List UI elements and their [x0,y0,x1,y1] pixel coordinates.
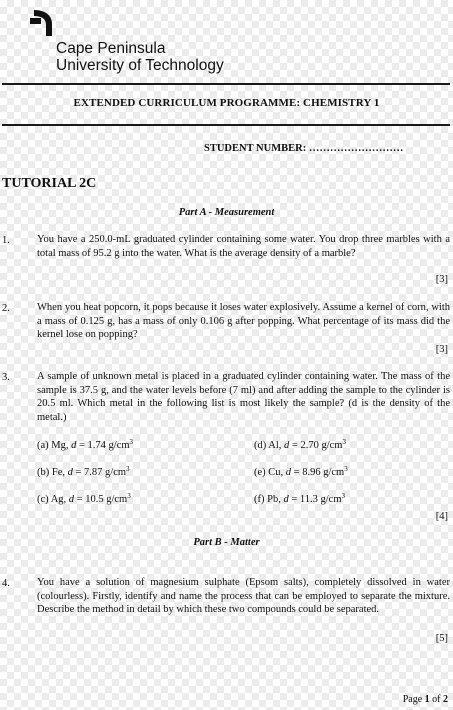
top-rule [2,83,450,85]
second-rule [2,124,450,126]
question-2-text: When you heat popcorn, it pops because it loses water explosively. Assume a kernel of corn, with a mass of 0.125 g, has a mass of only 0.106 g after popping. What percentage of its mass did the kernel lose on popping? [37,302,450,340]
part-b-title: Part B - Matter [193,537,260,548]
logo-line-1: Cape Peninsula [56,40,166,57]
question-3-number: 3. [2,372,10,383]
question-4-text: You have a solution of magnesium sulphate (Epsom salts), completely dissolved in water (colourless). Firstly, identify and name the process that can be employed to separate the mixture. Describe the method in detail by which these two compounds could be separated. [37,577,450,615]
option-f: (f) Pb, d = 11.3 $g/cm^3$ [254,492,345,505]
logo-swoosh-icon [30,8,58,38]
tutorial-title: TUTORIAL 2C [2,176,97,191]
page-number: Page 1 of 2 [402,694,448,705]
option-c: (c) Ag, d = 10.5 $g/cm^3$ [37,492,131,505]
option-d: (d) Al, d = 2.70 $g/cm^3$ [254,438,346,451]
question-4-marks: [5] [435,633,448,644]
option-e: (e) Cu, d = 8.96 $g/cm^3$ [254,465,348,478]
programme-heading: EXTENDED CURRICULUM PROGRAMME: CHEMISTRY 1 [73,97,380,109]
question-4-number: 4. [2,578,10,589]
question-1-marks: [3] [435,274,448,285]
option-a: (a) Mg, d = 1.74 $g/cm^3$ [37,438,134,451]
student-number-field: STUDENT NUMBER: ……………………… [204,143,404,154]
question-3-marks: [4] [435,511,448,522]
question-1-number: 1. [2,235,10,246]
logo-text [56,40,224,74]
option-b: (b) Fe, d = 7.87 $g/cm^3$ [37,465,130,478]
question-2-number: 2. [2,303,10,314]
logo-line-2: University of Technology [56,57,224,74]
question-3-text: A sample of unknown metal is placed in a graduated cylinder containing water. The mass of the sample is 37.5 g, and the water levels before (7 ml) and after adding the sample to the cylinder is 20.5 ml. Which metal in the following list is most likely the sample? (d is the density of the metal.) [37,371,450,423]
question-2-marks: [3] [435,344,448,355]
question-1-text: You have a 250.0-mL graduated cylinder containing some water. You drop three marbles with a total mass of 95.2 g into the water. What is the average density of a marble? [37,234,450,259]
university-logo [4,4,224,76]
part-a-title: Part A - Measurement [178,207,275,218]
